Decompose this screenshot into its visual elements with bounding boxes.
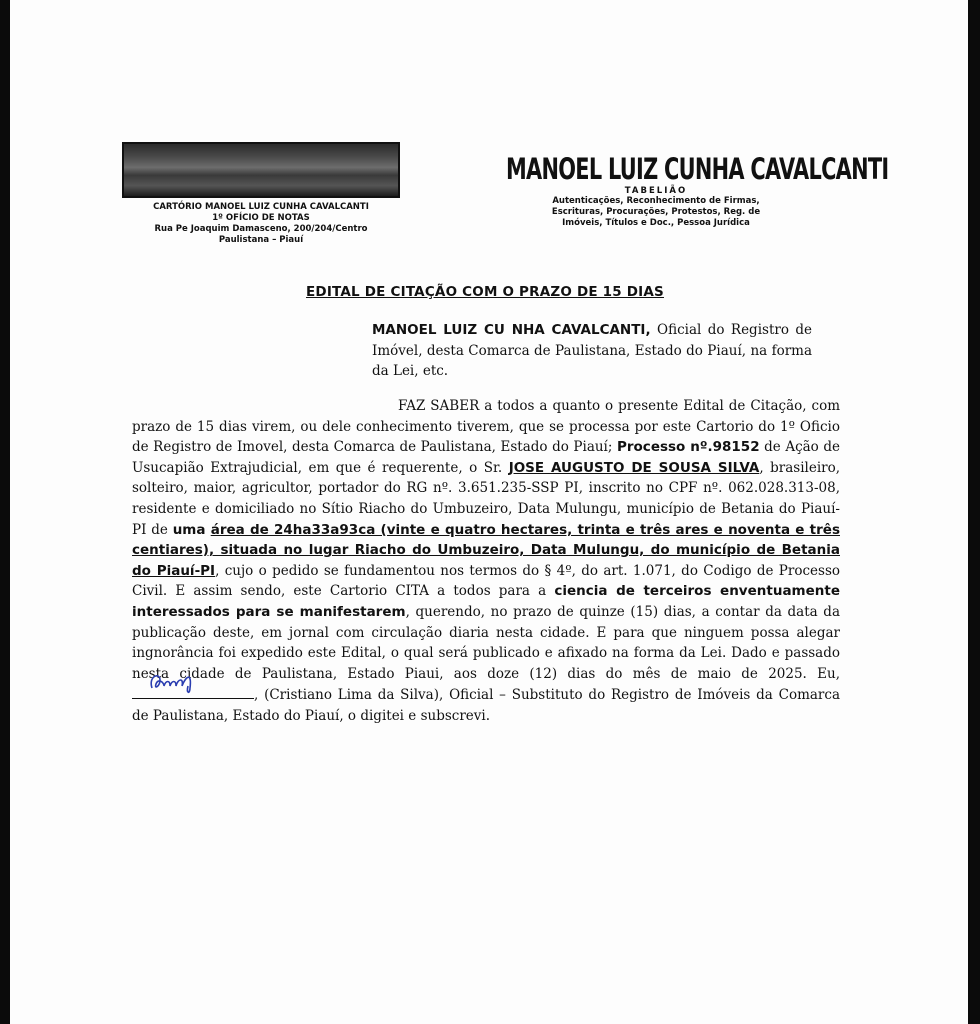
header-banner-image	[122, 142, 400, 198]
applicant-name: JOSE AUGUSTO DE SOUSA SILVA	[508, 459, 760, 476]
body-text-6: , (Cristiano Lima da Silva), Oficial – Substituto do Registro de Imóveis da Comarca de Paulistana, Estado do Piauí, o digitei e subscrevi.	[132, 687, 840, 724]
body-text-4: , cujo o pedido se fundamentou nos termos do § 4º, do art. 1.071, do Codigo de Processo Civil. E assim sendo, este Cartorio CITA a todos para a	[132, 562, 840, 600]
notary-name: MANOEL LUIZ CUNHA CAVALCANTI	[506, 152, 889, 186]
handwritten-signature	[146, 668, 206, 698]
document-page	[10, 0, 970, 1024]
notary-services-line-3: Imóveis, Títulos e Doc., Pessoa Jurídica	[562, 218, 750, 228]
signature-line	[132, 684, 254, 699]
body-text-5: , querendo, no prazo de quinze (15) dias, a contar da data da publicação deste, em jornal com circulação diaria nesta cidade. E para que ninguem possa alegar ingnorância foi expedido este Edital, o qual será publicado e afixado na forma da Lei. Dado e passado nesta cidade de Paulistana, Estado Piaui, aos doze (12) dias do mês de maio de 2025. Eu,	[132, 603, 840, 682]
registry-name: CARTÓRIO MANOEL LUIZ CUNHA CAVALCANTI	[153, 202, 369, 212]
registry-city: Paulistana – Piauí	[218, 235, 304, 245]
intro-text: Oficial do Registro de Imóvel, desta Comarca de Paulistana, Estado do Piauí, na forma da Lei, etc.	[372, 322, 812, 379]
registry-office: 1º OFÍCIO DE NOTAS	[212, 213, 310, 223]
notary-header	[506, 150, 889, 229]
intro-paragraph	[372, 320, 812, 382]
registry-header	[116, 142, 406, 246]
body-text-2: de Ação de Usucapião Extrajudicial, em que é requerente, o Sr.	[132, 439, 840, 476]
body-text-3: , brasileiro, solteiro, maior, agricultor, portador do RG nº. 3.651.235-SSP PI, inscrito no CPF nº. 062.028.313-08, residente e domiciliado no Sítio Riacho do Umbuzeiro, Data Mulungu, município de Betania do Piauí-PI de	[132, 459, 841, 538]
body-paragraph	[132, 396, 840, 727]
area-prefix: uma	[172, 521, 211, 538]
body-text-1: FAZ SABER a todos a quanto o presente Edital de Citação, com prazo de 15 dias virem, ou dele conhecimento tiverem, que se processa por este Cartorio do 1º Oficio de Registro de Imovel, desta Comarca de Paulistana, Estado do Piauí;	[132, 398, 840, 456]
notary-services-line-2: Escrituras, Procurações, Protestos, Reg. de	[551, 207, 761, 217]
area-description: área de 24ha33a93ca (vinte e quatro hectares, trinta e três ares e noventa e três centiares), situada no lugar Riacho do Umbuzeiro, Data Mulungu, do município de Betania do Piauí-PI	[132, 521, 840, 579]
notary-role: TABELIÃO	[624, 186, 688, 196]
official-name: MANOEL LUIZ CU NHA CAVALCANTI,	[372, 322, 651, 338]
notary-services-line-1: Autenticações, Reconhecimento de Firmas,	[552, 196, 760, 206]
scan-border-left	[0, 0, 10, 1024]
document-title: EDITAL DE CITAÇÃO COM O PRAZO DE 15 DIAS	[306, 284, 664, 300]
third-party-notice: ciencia de terceiros enventuamente interessados para se manifestarem	[132, 583, 840, 620]
process-number: Processo nº.98152	[616, 439, 760, 456]
registry-address: Rua Pe Joaquim Damasceno, 200/204/Centro	[154, 224, 368, 234]
scan-border-right	[968, 0, 980, 1024]
